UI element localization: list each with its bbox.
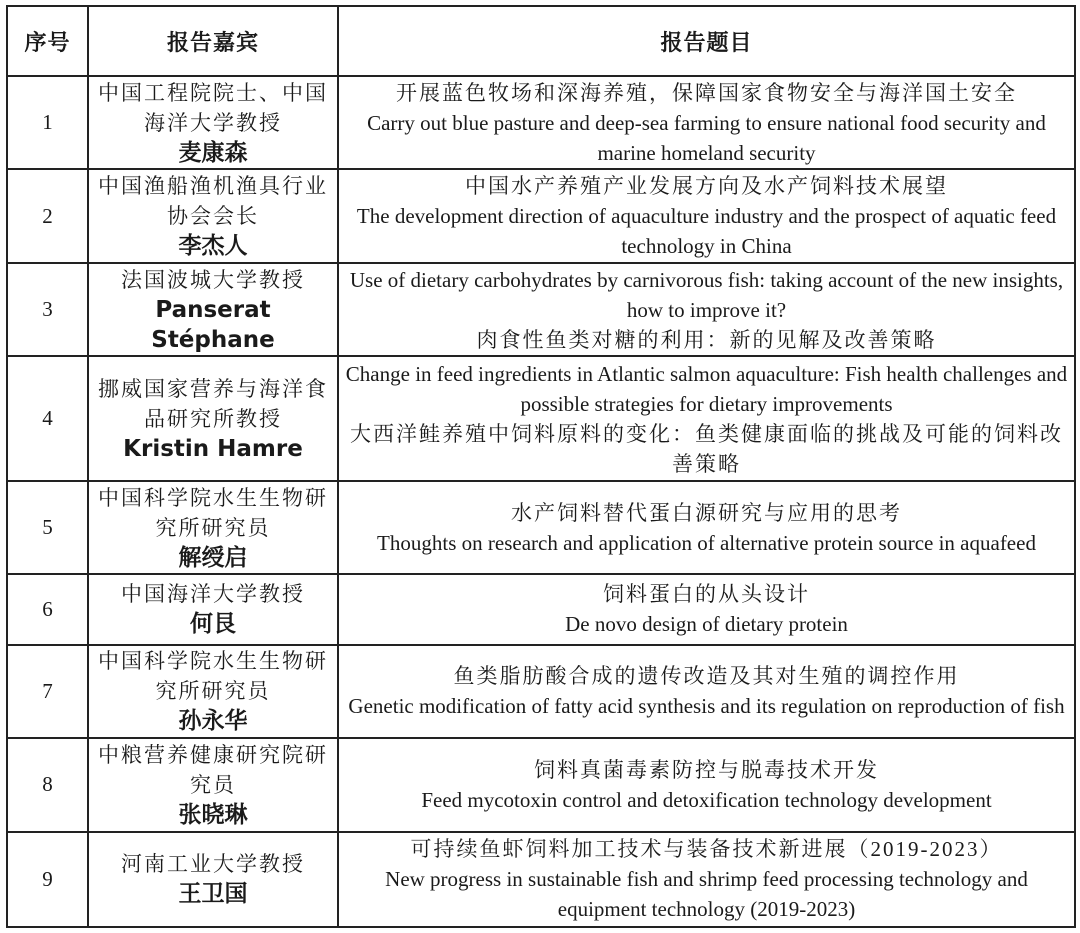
speaker-cell [88,574,338,644]
row-number: 1 [7,76,88,169]
topic-cell [338,832,1075,927]
topic-cell [338,356,1075,481]
topic-line: 鱼类脂肪酸合成的遗传改造及其对生殖的调控作用 [453,664,960,689]
speaker-name: Kristin Hamre [123,435,303,462]
speaker-cell [88,169,338,262]
speaker-cell [88,356,338,481]
speaker-name: 麦康森 [178,139,248,166]
row-number: 5 [7,481,88,574]
speaker-name: 李杰人 [178,233,248,260]
topic-cell [338,574,1075,644]
topic-line: De novo design of dietary protein [565,612,848,637]
speaker-cell [88,76,338,169]
speaker-name: 何艮 [190,611,236,638]
table-row [7,76,1075,169]
table-row [7,481,1075,574]
topic-line: 中国水产养殖产业发展方向及水产饲料技术展望 [465,174,948,199]
speaker-role: 中粮营养健康研究院研究员 [98,742,328,797]
row-number: 2 [7,169,88,262]
topic-line: Feed mycotoxin control and detoxification technology development [421,787,992,812]
topic-cell [338,169,1075,262]
table-row [7,356,1075,481]
speaker-role: 中国海洋大学教授 [121,582,305,607]
topic-line: New progress in sustainable fish and shrimp feed processing technology and equipment technology (2019-2023) [385,867,1028,922]
table-row [7,832,1075,927]
header-topic: 报告题目 [338,6,1075,76]
topic-cell [338,76,1075,169]
speaker-role: 中国工程院院士、中国海洋大学教授 [98,80,328,135]
topic-line: 可持续鱼虾饲料加工技术与装备技术新进展（2019-2023） [410,837,1003,862]
speaker-role: 中国科学院水生生物研究所研究员 [98,485,328,540]
row-number: 4 [7,356,88,481]
header-row [7,6,1075,76]
topic-cell [338,263,1075,356]
table-row [7,574,1075,644]
topic-cell [338,645,1075,738]
topic-line: 水产饲料替代蛋白源研究与应用的思考 [511,500,902,525]
speaker-name: Panserat Stéphane [151,296,275,353]
speaker-role: 挪威国家营养与海洋食品研究所教授 [98,376,328,431]
topic-line: Use of dietary carbohydrates by carnivorous fish: taking account of the new insights, how to improve it? [349,267,1064,322]
header-no: 序号 [7,6,88,76]
speaker-cell [88,738,338,831]
table-row [7,738,1075,831]
topic-line: 饲料蛋白的从头设计 [603,582,810,607]
row-number: 9 [7,832,88,927]
table-row [7,169,1075,262]
topic-line: Thoughts on research and application of alternative protein source in aquafeed [377,530,1036,555]
topic-cell [338,481,1075,574]
topic-line: 开展蓝色牧场和深海养殖，保障国家食物安全与海洋国土安全 [396,80,1017,105]
topic-line: 饲料真菌毒素防控与脱毒技术开发 [534,757,879,782]
table-row [7,645,1075,738]
topic-line: Change in feed ingredients in Atlantic salmon aquaculture: Fish health challenges and possible strategies for dietary improvements [345,361,1068,416]
speaker-role: 中国科学院水生生物研究所研究员 [98,649,328,704]
topic-line: 大西洋鲑养殖中饲料原料的变化：鱼类健康面临的挑战及可能的饲料改善策略 [350,421,1063,476]
topic-cell [338,738,1075,831]
header-speaker: 报告嘉宾 [88,6,338,76]
topic-line: Genetic modification of fatty acid synthesis and its regulation on reproduction of fish [348,694,1065,719]
speaker-name: 解绶启 [178,544,248,571]
topic-line: The development direction of aquaculture industry and the prospect of aquatic feed technology in China [356,204,1057,259]
row-number: 3 [7,263,88,356]
speaker-role: 中国渔船渔机渔具行业协会会长 [98,174,328,229]
topic-line: 肉食性鱼类对糖的利用：新的见解及改善策略 [476,327,937,352]
speaker-cell [88,263,338,356]
row-number: 7 [7,645,88,738]
speaker-cell [88,645,338,738]
speaker-role: 河南工业大学教授 [121,852,305,877]
speaker-cell [88,832,338,927]
speaker-role: 法国波城大学教授 [121,267,305,292]
speaker-cell [88,481,338,574]
topic-line: Carry out blue pasture and deep-sea farming to ensure national food security and marine homeland security [367,110,1046,165]
speaker-name: 王卫国 [178,881,248,908]
row-number: 6 [7,574,88,644]
table-row [7,263,1075,356]
row-number: 8 [7,738,88,831]
speaker-name: 张晓琳 [178,801,248,828]
speaker-schedule-table [6,5,1076,928]
speaker-name: 孙永华 [178,708,248,735]
